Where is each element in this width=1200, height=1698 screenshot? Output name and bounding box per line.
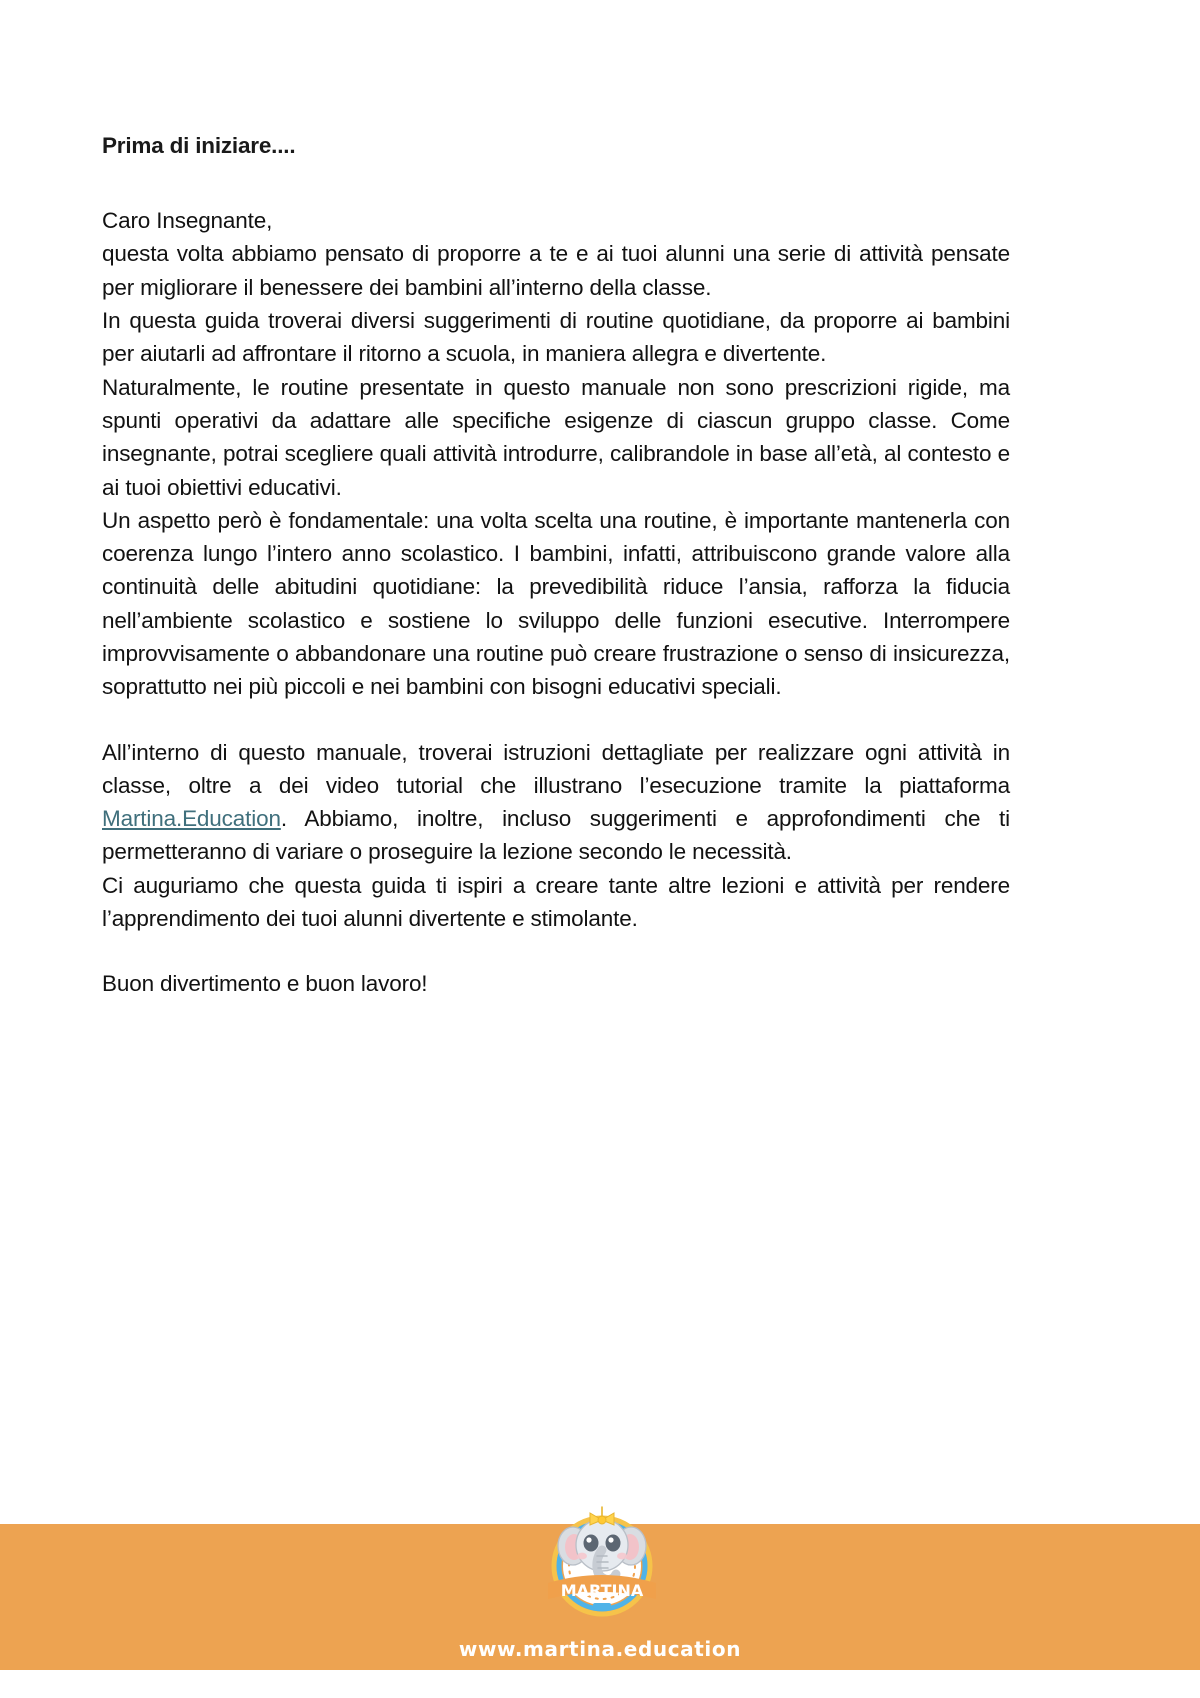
paragraph-signoff [102, 935, 1010, 1000]
martina-education-link[interactable]: Martina.Education [102, 806, 281, 832]
paragraph-manual-contents [102, 704, 1010, 869]
paragraph-routines-intro [102, 304, 1010, 371]
logo-wordmark: MARTINA [560, 1581, 644, 1600]
footer-url[interactable]: www.martina.education [458, 1637, 742, 1661]
martina-logo [540, 1490, 664, 1620]
paragraph-text-after-link: . Abbiamo, inoltre, incluso suggerimenti e approfondimenti che ti permetteranno di variare o proseguire la lezione secondo le necessità. [102, 806, 1010, 865]
paragraph-text: questa volta abbiamo pensato di proporre a te e ai tuoi alunni una serie di attività pensate per migliorare il benessere dei bambini all’interno della classe. [102, 241, 1010, 300]
paragraph-text: Naturalmente, le routine presentate in questo manuale non sono prescrizioni rigide, ma spunti operativi da adattare alle specifiche esigenze di ciascun gruppo classe. Come insegnante, potrai scegliere quali attività introdurre, calibrandole in base all’età, al contesto e ai tuoi obiettivi educativi. [102, 374, 1010, 500]
salutation-line: Caro Insegnante, [102, 208, 273, 234]
page-title: Prima di iniziare.... [102, 133, 296, 158]
paragraph-flexible-guidance [102, 371, 1010, 504]
paragraph-greeting [102, 160, 1010, 304]
paragraph-text: Ci auguriamo che questa guida ti ispiri a creare tante altre lezioni e attività per rendere l’apprendimento dei tuoi alunni divertente e stimolante. [102, 872, 1010, 932]
paragraph-text: Buon divertimento e buon lavoro! [102, 971, 428, 997]
paragraph-text: In questa guida troverai diversi suggerimenti di routine quotidiane, da proporre ai bambini per aiutarli ad affrontare il ritorno a scuola, in maniera allegra e divertente. [102, 308, 1010, 367]
document-body [102, 0, 1010, 1001]
paragraph-text-before-link: All’interno di questo manuale, troverai istruzioni dettagliate per realizzare ogni attività in classe, oltre a dei video tutorial che illustrano l’esecuzione tramite la piattaforma [102, 739, 1010, 798]
paragraph-text: Un aspetto però è fondamentale: una volta scelta una routine, è importante mantenerla con coerenza lungo l’intero anno scolastico. I bambini, infatti, attribuiscono grande valore alla continuità delle abitudini quotidiane: la prevedibilità riduce l’ansia, rafforza la fiducia nell’ambiente scolastico e sostiene lo sviluppo delle funzioni esecutive. Interrompere improvvisamente o abbandonare una routine può creare frustrazione o senso di insicurezza, soprattutto nei più piccoli e nei bambini con bisogni educativi speciali. [102, 507, 1010, 700]
paragraph-consistency [102, 504, 1010, 704]
paragraph-closing-wish [102, 869, 1010, 936]
